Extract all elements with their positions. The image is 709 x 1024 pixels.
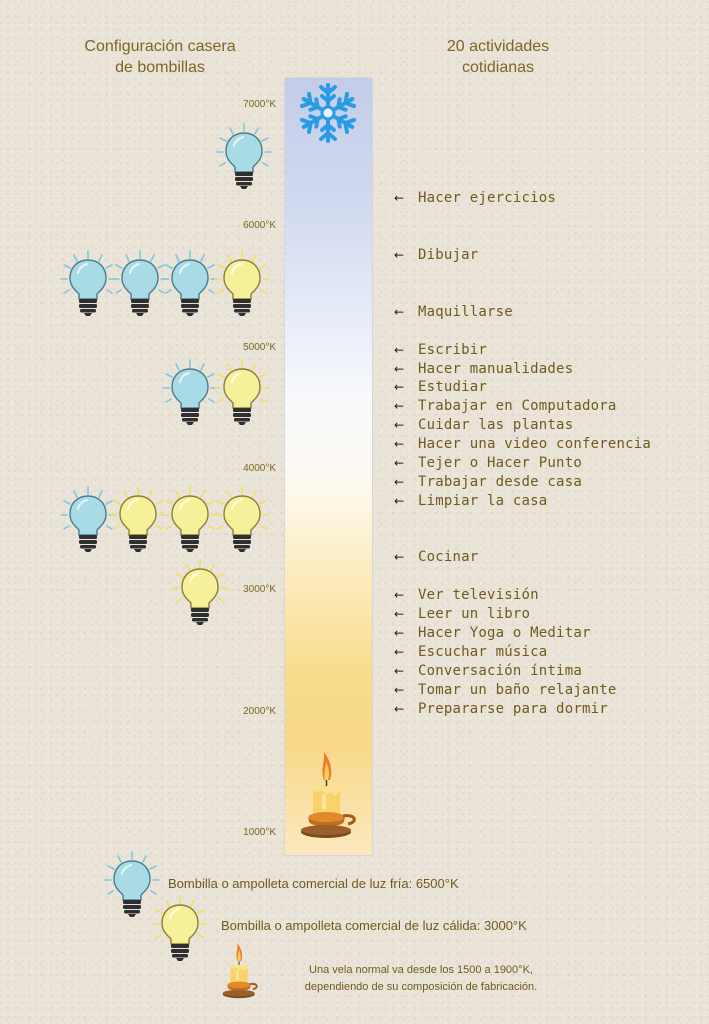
arrow-left-icon: ← xyxy=(394,305,405,319)
cool-bulb-icon xyxy=(60,249,116,319)
arrow-left-icon: ← xyxy=(394,550,405,564)
activity-label: Tomar un baño relajante xyxy=(418,682,617,698)
activity-label: Escuchar música xyxy=(418,644,548,660)
cool-bulb-icon xyxy=(60,485,116,555)
arrow-left-icon: ← xyxy=(394,607,405,621)
activity-item xyxy=(394,492,547,510)
arrow-left-icon: ← xyxy=(394,626,405,640)
bulb-configuration-heading xyxy=(50,36,270,78)
arrow-left-icon: ← xyxy=(394,437,405,451)
color-temperature-scale xyxy=(284,77,373,856)
activity-item xyxy=(394,454,582,472)
snowflake-icon xyxy=(296,79,360,147)
activity-item xyxy=(394,416,573,434)
arrow-left-icon: ← xyxy=(394,588,405,602)
arrow-left-icon: ← xyxy=(394,362,405,376)
kelvin-label-4000: 4000°K xyxy=(243,463,276,474)
legend-cool-text: Bombilla o ampolleta comercial de luz fría: 6500°K xyxy=(168,876,459,891)
heading-right-line-1: 20 actividades xyxy=(446,38,550,55)
arrow-left-icon: ← xyxy=(394,343,405,357)
cool-bulb-icon xyxy=(162,249,218,319)
activity-label: Ver televisión xyxy=(418,587,539,603)
activity-item xyxy=(394,548,478,566)
activity-item xyxy=(394,397,616,415)
activities-heading xyxy=(398,36,598,78)
kelvin-label-1000: 1000°K xyxy=(243,827,276,838)
activity-item xyxy=(394,662,582,680)
activity-label: Hacer una video conferencia xyxy=(418,436,651,452)
activity-label: Hacer Yoga o Meditar xyxy=(418,625,591,641)
activity-label: Cuidar las plantas xyxy=(418,417,574,433)
activity-label: Maquillarse xyxy=(418,304,513,320)
legend-candle-note xyxy=(276,962,566,996)
heading-left-line-2: de bombillas xyxy=(115,59,205,76)
legend-warm-bulb-icon xyxy=(152,894,208,964)
kelvin-label-2000: 2000°K xyxy=(243,706,276,717)
activity-label: Conversación íntima xyxy=(418,663,582,679)
warm-bulb-icon xyxy=(214,358,270,428)
arrow-left-icon: ← xyxy=(394,645,405,659)
warm-bulb-icon xyxy=(162,485,218,555)
legend-warm-text: Bombilla o ampolleta comercial de luz cálida: 3000°K xyxy=(221,918,527,933)
arrow-left-icon: ← xyxy=(394,456,405,470)
arrow-left-icon: ← xyxy=(394,191,405,205)
activity-label: Escribir xyxy=(418,342,488,358)
warm-bulb-icon xyxy=(110,485,166,555)
activity-item xyxy=(394,605,530,623)
activity-item xyxy=(394,246,478,264)
activity-label: Estudiar xyxy=(418,379,488,395)
cool-bulb-icon xyxy=(162,358,218,428)
activity-item xyxy=(394,360,573,378)
activity-label: Trabajar en Computadora xyxy=(418,398,617,414)
kelvin-label-3000: 3000°K xyxy=(243,584,276,595)
arrow-left-icon: ← xyxy=(394,683,405,697)
activity-label: Trabajar desde casa xyxy=(418,474,582,490)
arrow-left-icon: ← xyxy=(394,494,405,508)
activity-item xyxy=(394,341,487,359)
warm-bulb-icon xyxy=(214,485,270,555)
cool-bulb-icon xyxy=(216,122,272,192)
activity-item xyxy=(394,435,651,453)
arrow-left-icon: ← xyxy=(394,380,405,394)
heading-left-line-1: Configuración casera xyxy=(84,38,236,55)
arrow-left-icon: ← xyxy=(394,418,405,432)
legend-candle-line-2: dependiendo de su composición de fabricación. xyxy=(304,981,538,993)
activity-label: Hacer ejercicios xyxy=(418,190,557,206)
arrow-left-icon: ← xyxy=(394,664,405,678)
activity-label: Leer un libro xyxy=(418,606,531,622)
activity-item xyxy=(394,643,547,661)
cool-bulb-icon xyxy=(112,249,168,319)
warm-bulb-icon xyxy=(214,249,270,319)
activity-label: Dibujar xyxy=(418,247,479,263)
activity-item xyxy=(394,700,608,718)
legend-candle-line-1: Una vela normal va desde los 1500 a 1900°K, xyxy=(309,964,533,976)
kelvin-label-5000: 5000°K xyxy=(243,342,276,353)
heading-right-line-2: cotidianas xyxy=(461,59,535,76)
activity-item xyxy=(394,681,616,699)
activity-item xyxy=(394,473,582,491)
arrow-left-icon: ← xyxy=(394,248,405,262)
activity-label: Limpiar la casa xyxy=(418,493,548,509)
arrow-left-icon: ← xyxy=(394,475,405,489)
warm-bulb-icon xyxy=(172,558,228,628)
activity-item xyxy=(394,303,513,321)
activity-item xyxy=(394,378,487,396)
arrow-left-icon: ← xyxy=(394,399,405,413)
activity-item xyxy=(394,624,591,642)
kelvin-label-6000: 6000°K xyxy=(243,220,276,231)
activity-label: Tejer o Hacer Punto xyxy=(418,455,582,471)
activity-item xyxy=(394,189,556,207)
candle-icon xyxy=(298,750,358,844)
kelvin-label-7000: 7000°K xyxy=(243,99,276,110)
arrow-left-icon: ← xyxy=(394,702,405,716)
activity-label: Hacer manualidades xyxy=(418,361,574,377)
activity-label: Prepararse para dormir xyxy=(418,701,608,717)
activity-item xyxy=(394,586,539,604)
legend-candle-icon xyxy=(220,942,260,1002)
activity-label: Cocinar xyxy=(418,549,479,565)
